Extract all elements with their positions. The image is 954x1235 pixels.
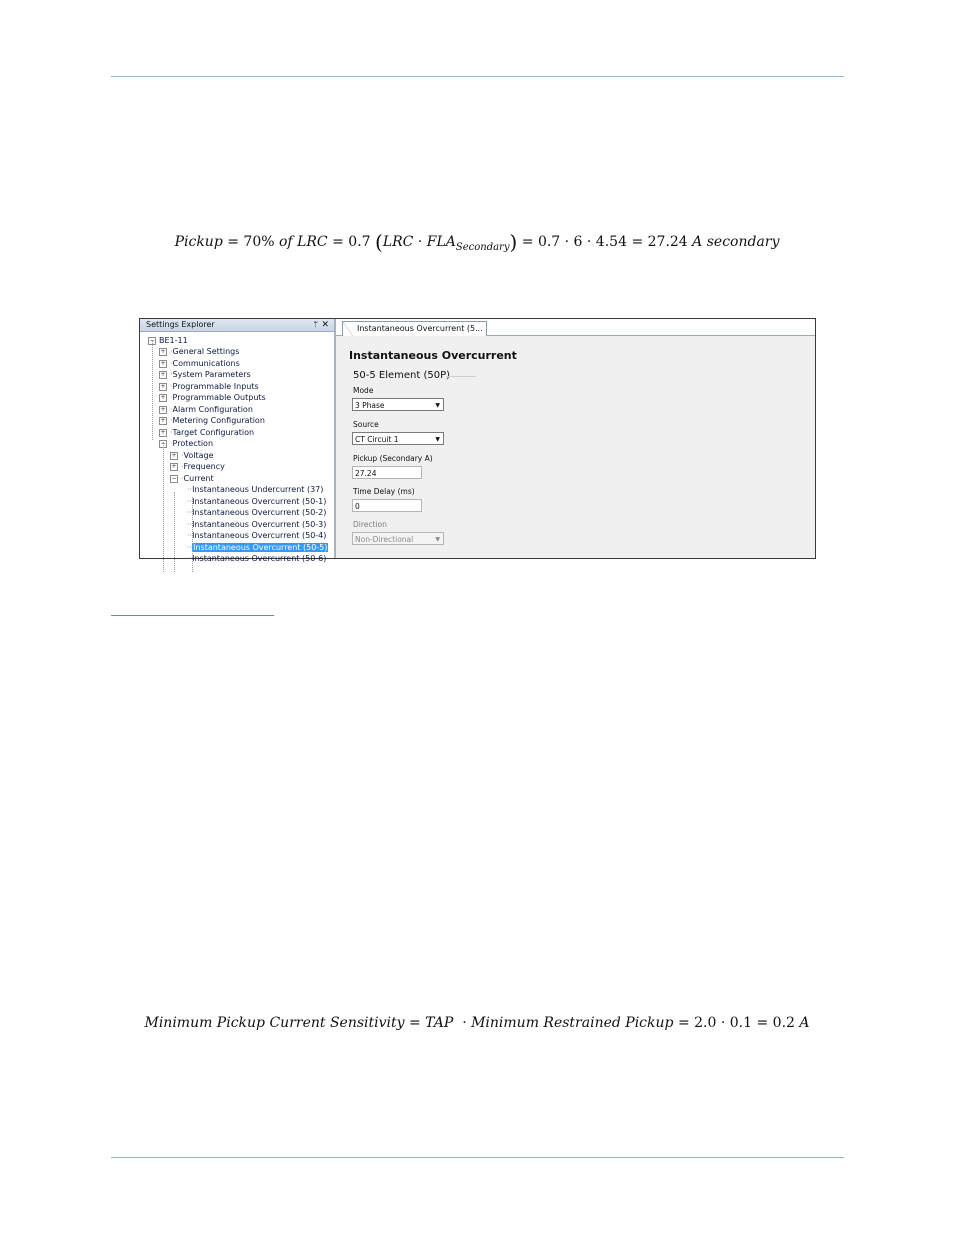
tree-guide-line <box>174 492 175 572</box>
tree-item-general-settings[interactable] <box>159 346 239 357</box>
expand-icon[interactable]: + <box>171 463 177 470</box>
tree-connector: ·· <box>187 554 193 563</box>
tree-guide-line <box>163 442 164 572</box>
collapse-icon[interactable]: − <box>149 337 155 344</box>
tree-connector: · <box>170 427 173 437</box>
tree-item-label: System Parameters <box>172 370 251 379</box>
expand-icon[interactable]: + <box>160 371 166 378</box>
bestcoms-screenshot <box>139 318 816 563</box>
footnote-separator <box>111 615 274 616</box>
tab-instantaneous-overcurrent[interactable]: Instantaneous Overcurrent (5... <box>342 321 487 336</box>
panel-title: Instantaneous Overcurrent <box>349 349 517 362</box>
mode-label: Mode <box>353 386 374 395</box>
tree-item-instantaneous-overcurrent-50-2[interactable] <box>187 507 326 518</box>
direction-select <box>352 532 444 545</box>
header-rule <box>111 76 844 77</box>
tree-connector: ·· <box>187 485 193 494</box>
tree-item-label: Programmable Inputs <box>172 381 259 391</box>
tree-guide-line <box>192 497 193 572</box>
tree-item-label: Instantaneous Overcurrent (50-5) <box>193 542 328 552</box>
tree-item-instantaneous-overcurrent-50-3[interactable] <box>187 519 326 530</box>
tree-connector: · <box>170 416 173 425</box>
tree-item-label: Instantaneous Overcurrent (50-3) <box>192 519 327 529</box>
tree-item-label: Frequency <box>183 462 225 471</box>
tree-connector: · <box>170 404 173 414</box>
tree-item-current[interactable] <box>170 473 214 484</box>
tree-item-metering-configuration[interactable] <box>159 415 265 426</box>
tree-item-label: Programmable Outputs <box>172 393 266 402</box>
tree-item-instantaneous-overcurrent-50-4[interactable] <box>187 530 326 541</box>
pickup-label: Pickup (Secondary A) <box>353 454 433 463</box>
expand-icon[interactable]: + <box>160 428 166 436</box>
tree-item-label: Communications <box>172 358 240 368</box>
tree-item-label: Instantaneous Overcurrent (50-2) <box>192 508 327 517</box>
tree-connector: · <box>181 450 184 460</box>
expand-icon[interactable]: + <box>160 359 166 367</box>
tree-connector: · <box>170 381 173 391</box>
tree-guide-line <box>152 340 153 440</box>
tree-item-target-configuration[interactable] <box>159 427 254 438</box>
tree-item-instantaneous-overcurrent-50-5[interactable] <box>187 542 328 553</box>
tree-item-label: Alarm Configuration <box>172 404 253 414</box>
tab-strip <box>336 319 815 336</box>
tree-item-instantaneous-overcurrent-50-1[interactable] <box>187 496 326 507</box>
mode-select[interactable] <box>352 398 444 411</box>
tree-connector: ·· <box>187 508 193 517</box>
chevron-down-icon: ▼ <box>435 536 440 543</box>
expand-icon[interactable]: + <box>160 394 166 401</box>
mode-value: 3 Phase <box>355 401 385 410</box>
expand-icon[interactable]: + <box>160 405 166 413</box>
tree-root[interactable]: − BE1-11 <box>149 336 188 345</box>
tree-item-programmable-inputs[interactable] <box>159 381 259 392</box>
expand-icon[interactable]: + <box>160 382 166 390</box>
tree-item-label: Metering Configuration <box>172 416 265 425</box>
direction-value: Non-Directional <box>355 535 414 544</box>
tree-item-label: Instantaneous Overcurrent (50-6) <box>192 554 327 563</box>
direction-label: Direction <box>353 520 387 529</box>
tree-item-instantaneous-overcurrent-50-6[interactable] <box>187 553 326 564</box>
tree-connector: · <box>170 347 173 356</box>
tree-item-label: General Settings <box>172 347 240 356</box>
footer-rule <box>111 1157 844 1158</box>
settings-explorer-panel <box>140 319 336 563</box>
source-select[interactable] <box>352 432 444 445</box>
settings-content-pane <box>336 319 815 558</box>
chevron-down-icon: ▼ <box>435 436 440 443</box>
tree-connector: · <box>181 462 184 471</box>
tree-item-label: Target Configuration <box>172 427 255 437</box>
pin-icon[interactable]: ᛘ <box>313 320 318 329</box>
source-value: CT Circuit 1 <box>355 435 399 444</box>
tree-connector: ·· <box>187 496 193 506</box>
tree-item-system-parameters[interactable] <box>159 369 251 380</box>
tree-connector: ·· <box>187 542 193 552</box>
tree-item-instantaneous-undercurrent-37[interactable] <box>187 484 323 495</box>
chevron-down-icon: ▼ <box>435 402 440 409</box>
tree-connector: · <box>170 370 173 379</box>
group-divider <box>446 376 476 377</box>
sensitivity-equation: Minimum Pickup Current Sensitivity = TAP · Minimum Restrained Pickup = 2.0 · 0.1 = 0.2 A <box>144 1015 810 1031</box>
tree-connector: ·· <box>187 519 193 529</box>
tree-item-programmable-outputs[interactable] <box>159 392 266 403</box>
collapse-icon[interactable]: − <box>171 474 177 482</box>
tree-connector: · <box>170 358 173 368</box>
tree-item-frequency[interactable] <box>170 461 225 472</box>
tree-item-label: Instantaneous Overcurrent (50-4) <box>192 531 327 540</box>
time-delay-input[interactable]: 0 <box>352 499 422 512</box>
tree-item-label: Instantaneous Overcurrent (50-1) <box>192 496 327 506</box>
collapse-icon[interactable]: − <box>160 440 166 447</box>
settings-explorer-titlebar <box>140 319 334 332</box>
tree-connector: · <box>170 439 173 448</box>
expand-icon[interactable]: + <box>160 348 166 355</box>
tree-connector: · <box>181 473 184 483</box>
tree-item-voltage[interactable] <box>170 450 214 461</box>
tree-item-label: Voltage <box>183 450 214 460</box>
expand-icon[interactable]: + <box>160 417 166 424</box>
pickup-input[interactable]: 27.24 <box>352 466 422 479</box>
expand-icon[interactable]: + <box>171 451 177 459</box>
tree-connector: · <box>170 393 173 402</box>
tree-item-label: Current <box>183 473 214 483</box>
settings-explorer-title: Settings Explorer <box>146 320 215 329</box>
tree-item-communications[interactable] <box>159 358 240 369</box>
time-delay-label: Time Delay (ms) <box>353 487 415 496</box>
tree-connector: ·· <box>187 531 193 540</box>
element-group-title: 50-5 Element (50P) <box>353 370 451 381</box>
tree-item-label: Instantaneous Undercurrent (37) <box>192 485 324 494</box>
pickup-equation: Pickup = 70% of LRC = 0.7 $(LRC \cdot FLA_{Secondary}) = 0.7 \cdot 6 \cdot 4.54 = 27.24$ A secondary <box>174 230 780 254</box>
tree-item-alarm-configuration[interactable] <box>159 404 253 415</box>
source-label: Source <box>353 420 379 429</box>
close-icon[interactable]: ✕ <box>321 320 329 330</box>
tree-item-label: Protection <box>172 439 214 448</box>
tree-item-protection[interactable] <box>159 438 213 449</box>
